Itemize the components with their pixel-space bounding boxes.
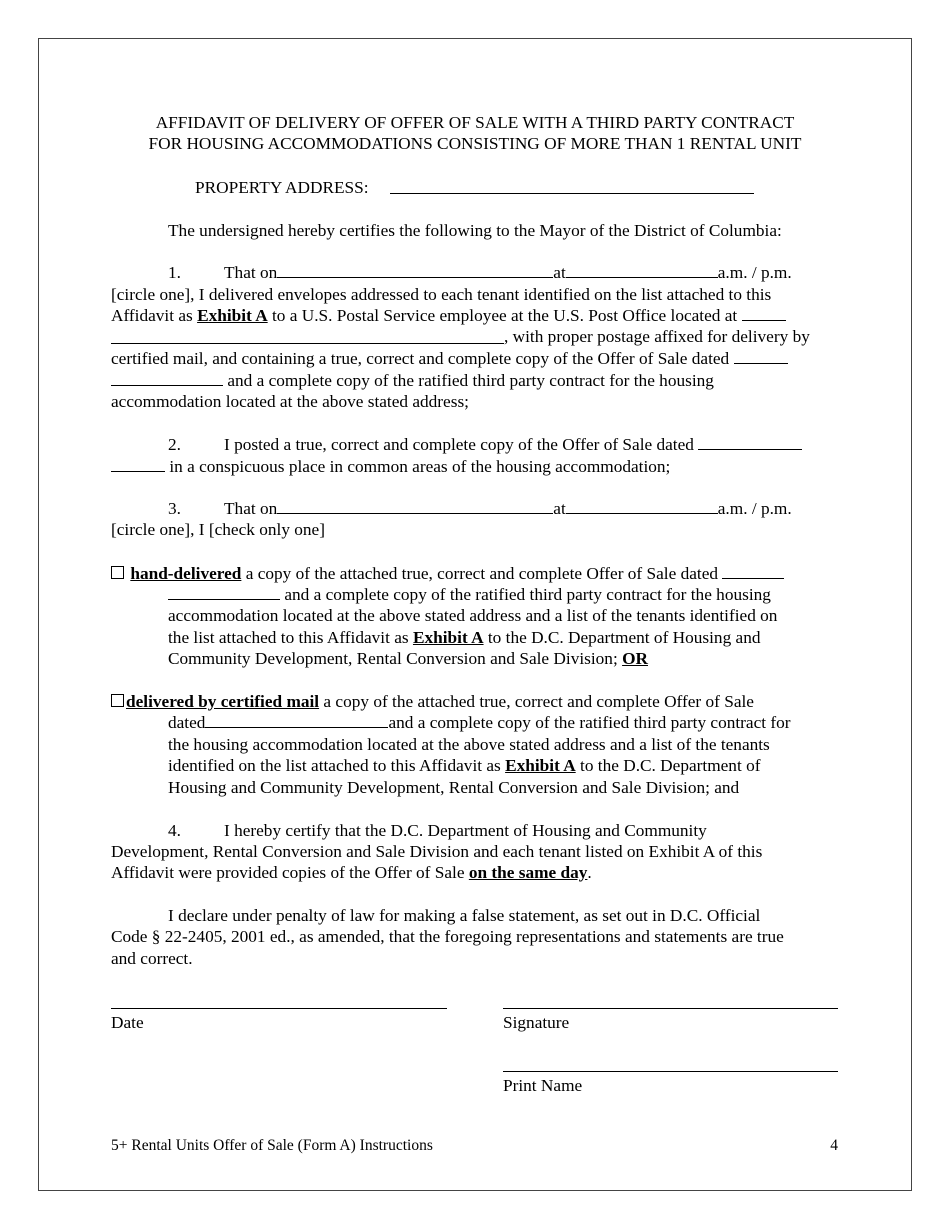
option-hand-l4-text-b: to the D.C. Department of Housing and: [487, 628, 761, 647]
item-3-number: 3.: [168, 499, 181, 518]
item-1-line-1: [224, 262, 792, 284]
option-hand-l2-text: and a complete copy of the ratified third party contract for the housing: [284, 585, 771, 604]
item-2-line-1: [224, 434, 802, 456]
option-hand-l1-text: a copy of the attached true, correct and complete Offer of Sale dated: [245, 564, 719, 583]
item-1-date-field[interactable]: [277, 262, 553, 278]
option-mail-line-4: [168, 755, 760, 777]
document-title-line-2: FOR HOUSING ACCOMMODATIONS CONSISTING OF MORE THAN 1 RENTAL UNIT: [148, 134, 802, 153]
option-mail-l2-text: and a complete copy of the ratified third party contract for: [388, 713, 791, 732]
option-mail-line-2: [168, 712, 791, 734]
item-3-that-on-label: That on: [224, 499, 278, 518]
same-day-emphasis: on the same day: [468, 863, 588, 882]
exhibit-a-ref: Exhibit A: [505, 756, 576, 775]
exhibit-a-ref: Exhibit A: [412, 628, 484, 647]
option-hand-line-1: [111, 563, 784, 585]
item-4-line-1: I hereby certify that the D.C. Department of Housing and Community: [224, 821, 707, 840]
footer-title: 5+ Rental Units Offer of Sale (Form A) Instructions: [111, 1137, 433, 1154]
item-1-time-field[interactable]: [566, 262, 718, 278]
page-number: 4: [830, 1137, 838, 1154]
item-3-time-field[interactable]: [566, 498, 718, 514]
print-name-line[interactable]: [503, 1071, 838, 1072]
item-4-line-2: Development, Rental Conversion and Sale Division and each tenant listed on Exhibit A of this: [111, 842, 763, 861]
option-hand-line-5: [168, 648, 648, 670]
option-mail-l1-text: a copy of the attached true, correct and complete Offer of Sale: [323, 692, 754, 711]
option-mail-l4-text-a: identified on the list attached to this Affidavit as: [168, 756, 501, 775]
certified-mail-heading: delivered by certified mail: [126, 692, 320, 711]
signature-line[interactable]: [503, 1008, 838, 1009]
item-3-date-field[interactable]: [277, 498, 553, 514]
item-2-line-2: [111, 456, 670, 478]
hand-delivered-heading: hand-delivered: [130, 564, 242, 583]
property-address-label: PROPERTY ADDRESS:: [195, 178, 369, 197]
item-3-at-label: at: [553, 499, 566, 518]
item-1-line-6: [111, 370, 714, 392]
option-mail-line-5: Housing and Community Development, Rental Conversion and Sale Division; and: [168, 778, 740, 797]
item-1-line-7: accommodation located at the above stated address;: [111, 392, 469, 411]
post-office-location-field[interactable]: [742, 305, 786, 321]
item-4-line-3: [111, 862, 592, 884]
item-1-ampm-label: a.m. / p.m.: [717, 263, 792, 282]
item-3-line-1: [224, 498, 792, 520]
item-4-number: 4.: [168, 821, 181, 840]
item-1-at-label: at: [553, 263, 566, 282]
post-office-location-field-2[interactable]: [111, 343, 504, 344]
option-mail-l4-text-b: to the D.C. Department of: [580, 756, 761, 775]
item-2-l2-text: in a conspicuous place in common areas of the housing accommodation;: [169, 457, 671, 476]
item-4-period: .: [587, 863, 592, 882]
option-mail-line-1: [111, 691, 754, 713]
signature-label: Signature: [503, 1013, 570, 1032]
option-hand-l5-text: Community Development, Rental Conversion and Sale Division;: [168, 649, 618, 668]
item-4-l3-text-a: Affidavit were provided copies of the Offer of Sale: [111, 863, 465, 882]
or-label: OR: [622, 649, 648, 668]
date-label: Date: [111, 1013, 144, 1032]
item-2-l1-text: I posted a true, correct and complete copy of the Offer of Sale dated: [224, 435, 694, 454]
option-mail-line-3: the housing accommodation located at the above stated address and a list of the tenants: [168, 735, 770, 754]
hand-offer-date-field[interactable]: [722, 563, 784, 579]
option-hand-line-3: accommodation located at the above stated address and a list of the tenants identified on: [168, 606, 778, 625]
document-title-line-1: AFFIDAVIT OF DELIVERY OF OFFER OF SALE WITH A THIRD PARTY CONTRACT: [155, 113, 795, 132]
declaration-line-3: and correct.: [111, 949, 193, 968]
offer-date-field-2[interactable]: [111, 370, 223, 386]
item-1-l6-text: and a complete copy of the ratified third party contract for the housing: [227, 371, 714, 390]
print-name-label: Print Name: [503, 1076, 583, 1095]
hand-offer-date-field-2[interactable]: [168, 584, 280, 600]
option-hand-line-2: [168, 584, 771, 606]
certified-mail-checkbox[interactable]: [111, 694, 124, 707]
item-1-l5-text: certified mail, and containing a true, correct and complete copy of the Offer of Sale dated: [111, 349, 730, 368]
item-1-l3-text-a: Affidavit as: [111, 306, 193, 325]
item-1-line-5: [111, 348, 788, 370]
item-1-line-2: [circle one], I delivered envelopes addressed to each tenant identified on the list attached to this: [111, 285, 772, 304]
hand-delivered-checkbox[interactable]: [111, 566, 124, 579]
declaration-line-1: I declare under penalty of law for making a false statement, as set out in D.C. Official: [168, 906, 761, 925]
posted-offer-date-field[interactable]: [698, 434, 802, 450]
posted-offer-date-field-2[interactable]: [111, 456, 165, 472]
item-1-number: 1.: [168, 263, 181, 282]
declaration-line-2: Code § 22-2405, 2001 ed., as amended, that the foregoing representations and statements are true: [111, 927, 784, 946]
item-1-line-4: , with proper postage affixed for delivery by: [504, 327, 810, 346]
property-address-field[interactable]: [390, 193, 754, 194]
intro-text: The undersigned hereby certifies the following to the Mayor of the District of Columbia:: [168, 221, 782, 240]
option-mail-dated-label: dated: [168, 713, 206, 732]
option-hand-l4-text-a: the list attached to this Affidavit as: [168, 628, 409, 647]
item-1-line-3: [111, 305, 786, 327]
item-2-number: 2.: [168, 435, 181, 454]
item-3-ampm-label: a.m. / p.m.: [717, 499, 792, 518]
option-hand-line-4: [168, 627, 761, 649]
date-signature-line[interactable]: [111, 1008, 447, 1009]
item-1-that-on-label: That on: [224, 263, 278, 282]
exhibit-a-ref: Exhibit A: [197, 306, 268, 325]
item-1-l3-text-b: to a U.S. Postal Service employee at the U.S. Post Office located at: [272, 306, 738, 325]
item-3-line-2: [circle one], I [check only one]: [111, 520, 325, 539]
offer-date-field[interactable]: [734, 348, 788, 364]
mail-offer-date-field[interactable]: [205, 712, 388, 728]
